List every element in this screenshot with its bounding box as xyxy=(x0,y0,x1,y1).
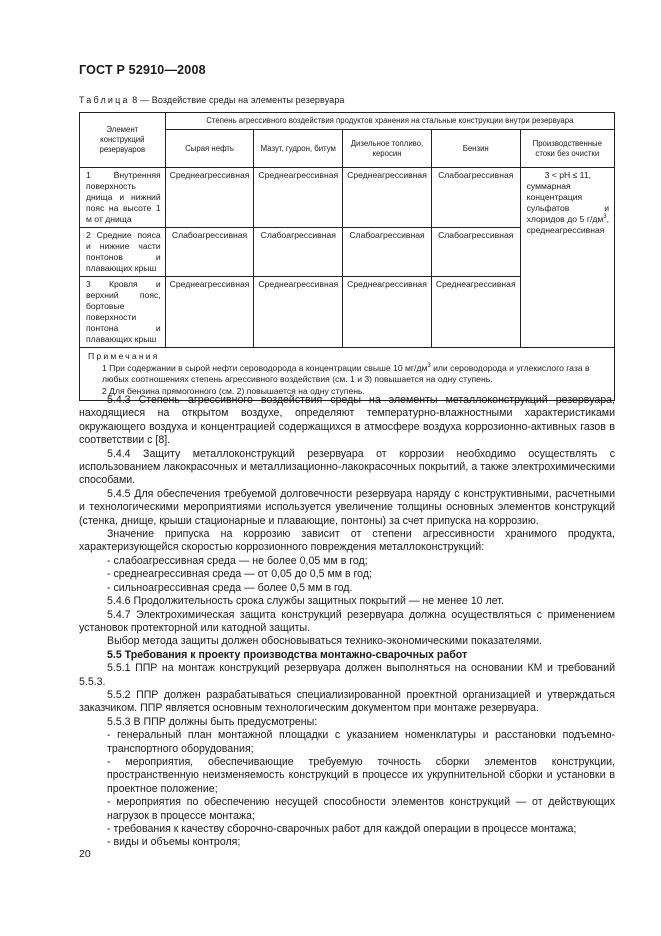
note-1-a: 1 При содержании в сырой нефти сероводорода в концентрации свыше 10 мг/дм xyxy=(102,362,428,373)
paragraph-method-choice: Выбор метода защиты должен обосновываться технико-экономическими показателями. xyxy=(107,635,543,648)
header-col-diesel: Дизельное топливо, керосин xyxy=(343,130,432,168)
table-row xyxy=(80,168,615,228)
document-header: ГОСТ Р 52910—2008 xyxy=(79,63,206,77)
table-cell: Слабоагрессивная xyxy=(165,228,254,277)
environment-table xyxy=(79,112,615,401)
wastewater-sup: 3 xyxy=(603,214,607,221)
section-heading-5-5 xyxy=(79,649,615,662)
wastewater-text xyxy=(527,181,609,236)
list-item: - сильноагрессивная среда — более 0,5 мм в год. xyxy=(107,581,353,594)
paragraph-5-4-5: 5.4.5 Для обеспечения требуемой долговечности резервуара наряду с конструктивными, расчетными и технологическими мероприятиями используется увеличение толщины основных элементов конструкций (стенка, днище, крыши стационарные и плавающие, понтоны) за счет припуска на коррозию. xyxy=(79,487,615,527)
header-col-wastewater: Производственные стоки без очистки xyxy=(520,130,614,168)
header-element: Элемент конструкций резервуаров xyxy=(80,113,166,168)
paragraph-5-4-4: 5.4.4 Защиту металлоконструкций резервуара от коррозии необходимо осуществлять с использованием лакокрасочных и металлизационно-лакокрасочных покрытий, а также электрохимическими способами. xyxy=(79,447,615,487)
paragraph-5-5-1: 5.5.1 ППР на монтаж конструкций резервуара должен выполняться на основании КМ и требований 5.5.3. xyxy=(79,662,615,688)
page-number: 20 xyxy=(79,848,91,860)
note-1 xyxy=(88,363,608,386)
paragraph-5-4-6: 5.4.6 Продолжительность срока службы защитных покрытий — не менее 10 лет. xyxy=(107,595,504,608)
table-cell: Среднеагрессивная xyxy=(431,277,520,348)
table-notes xyxy=(80,348,615,401)
table-cell: Слабоагрессивная xyxy=(343,228,432,277)
table-cell: Среднеагрессивная xyxy=(165,168,254,228)
table-cell: Слабоагрессивная xyxy=(431,228,520,277)
table-cell: Среднеагрессивная xyxy=(165,277,254,348)
table-title-text: 8 — Воздействие среды на элементы резервуара xyxy=(129,95,345,105)
wastewater-text-a: суммарная концентрация сульфатов и хлоридов до 5 г/дм xyxy=(526,181,609,224)
header-col-gasoline: Бензин xyxy=(431,130,520,168)
table-title xyxy=(79,95,345,105)
note-1-sup: 3 xyxy=(427,362,431,369)
list-item: - мероприятия по обеспечению несущей способности элементов конструкций — от действующих нагрузок в процессе монтажа; xyxy=(107,796,615,822)
list-item: - среднеагрессивная среда — от 0,05 до 0,5 мм в год; xyxy=(107,568,372,581)
list-item: - виды и объемы контроля; xyxy=(107,836,241,849)
table-title-word: Таблица xyxy=(79,95,130,105)
header-group: Степень агрессивного воздействия продуктов хранения на стальные конструкции внутри резервуара xyxy=(165,113,614,130)
wastewater-text-b: , среднеагрессивная xyxy=(526,214,609,235)
table-cell: Среднеагрессивная xyxy=(343,277,432,348)
header-col-crude-oil: Сырая нефть xyxy=(165,130,254,168)
paragraph-5-4-3: 5.4.3 Степень агрессивного воздействия среды на элементы металлоконструкций резервуара, находящиеся на открытом воздухе, определяют температурно-влажностными характеристиками окружающего воздуха и концентрацией содержащихся в атмосфере воздуха коррозионно-активных газов в соответствии с [8]. xyxy=(79,394,615,447)
wastewater-ph: 3 < pH ≤ 11, xyxy=(544,170,591,180)
table-cell: Слабоагрессивная xyxy=(431,168,520,228)
note-2: 2 Для бензина прямогонного (см. 2) повышается на одну ступень. xyxy=(102,385,365,396)
table-cell: Среднеагрессивная xyxy=(343,168,432,228)
paragraph-5-4-7: 5.4.7 Электрохимическая защита конструкций резервуара должна осуществляться с применением установок протекторной или катодной защиты. xyxy=(79,608,615,634)
paragraph-5-5-3: 5.5.3 В ППР должны быть предусмотрены: xyxy=(107,715,318,728)
row-element: 3 Кровля и верхний пояс, бортовые поверхности понтона и плавающих крыш xyxy=(80,277,166,348)
wastewater-cell xyxy=(520,168,614,348)
list-item: - генеральный план монтажной площадки с указанием номенклатуры и расстановки подъемно-транспортного оборудования; xyxy=(107,729,615,755)
table-cell: Слабоагрессивная xyxy=(254,228,343,277)
body-text xyxy=(79,394,615,850)
list-item: - мероприятия, обеспечивающие требуемую точность сборки элементов конструкции, пространственную неизменяемость конструкций в процессе их укрупнительной сборки и установки в проектное положение; xyxy=(107,755,615,795)
row-element: 2 Средние пояса и нижние части понтонов и плавающих крыш xyxy=(80,228,166,277)
note-1-b: или сероводорода и углекислого газа в любых соотношениях степень агрессивного воздействия (см. 1 и 3) повышается на одну ступень. xyxy=(102,362,590,384)
list-item: - требования к качеству сборочно-сварочных работ для каждой операции в процессе монтажа; xyxy=(107,823,577,835)
section-heading-text: 5.5 Требования к проекту производства монтажно-сварочных работ xyxy=(107,648,468,661)
table-notes-row xyxy=(80,348,615,401)
notes-heading: Примечания xyxy=(88,351,160,361)
table-header-row xyxy=(80,113,615,130)
table-cell: Среднеагрессивная xyxy=(254,277,343,348)
row-element: 1 Внутренняя поверхность днища и нижний пояс на высоте 1 м от днища xyxy=(80,168,166,228)
table-cell: Среднеагрессивная xyxy=(254,168,343,228)
header-col-fuel-oil: Мазут, гудрон, битум xyxy=(254,130,343,168)
paragraph-allowance: Значение припуска на коррозию зависит от степени агрессивности хранимого продукта, характеризующейся скоростью коррозионного повреждения металлоконструкций: xyxy=(79,528,615,554)
paragraph-5-5-2: 5.5.2 ППР должен разрабатываться специализированной проектной организацией и утверждаться заказчиком. ППР является основным технологическим документом при монтаже резервуара. xyxy=(79,688,615,715)
list-item: - слабоагрессивная среда — не более 0,05 мм в год; xyxy=(107,554,368,567)
